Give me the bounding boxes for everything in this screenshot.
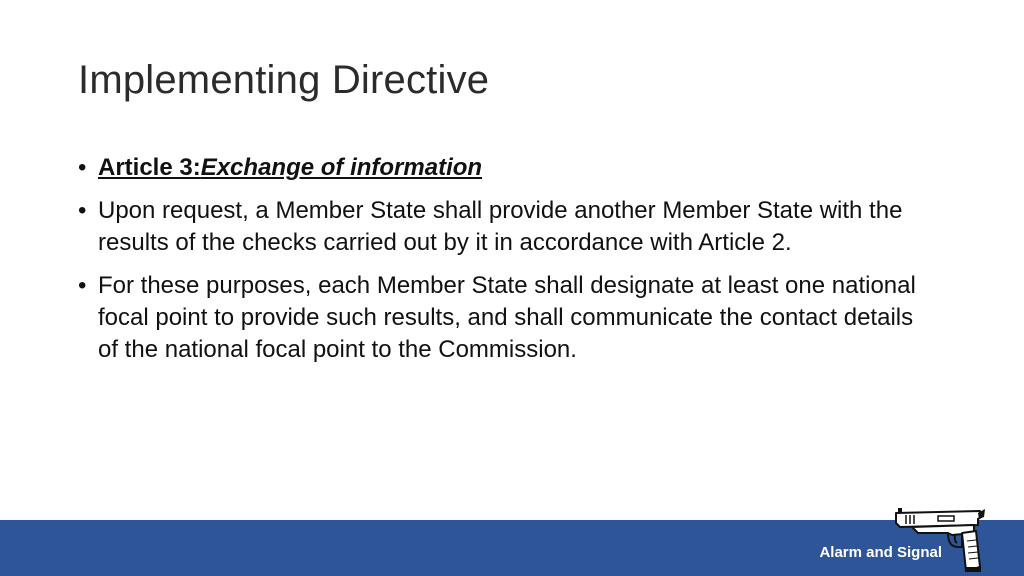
bullet-item-request xyxy=(78,195,938,259)
bullet-dot: • xyxy=(78,197,87,224)
bullet-dot: • xyxy=(78,154,87,181)
bullet-item-article xyxy=(78,152,938,184)
bullet-text: For these purposes, each Member State shall designate at least one national focal point to provide such results, and shall communicate the contact details of the national focal point to the Commission. xyxy=(98,272,916,363)
footer-bar xyxy=(0,520,1024,576)
footer-label: Alarm and Signal xyxy=(819,544,942,561)
bullet-dot: • xyxy=(78,272,87,299)
article-title: Exchange of information xyxy=(200,154,483,181)
pistol-icon xyxy=(892,505,986,573)
bullet-list xyxy=(78,152,938,377)
bullet-text: Upon request, a Member State shall provide another Member State with the results of the checks carried out by it in accordance with Article 2. xyxy=(98,197,903,256)
bullet-item-focal-point xyxy=(78,270,938,366)
article-label: Article 3: xyxy=(98,154,201,181)
slide-title: Implementing Directive xyxy=(78,58,490,102)
